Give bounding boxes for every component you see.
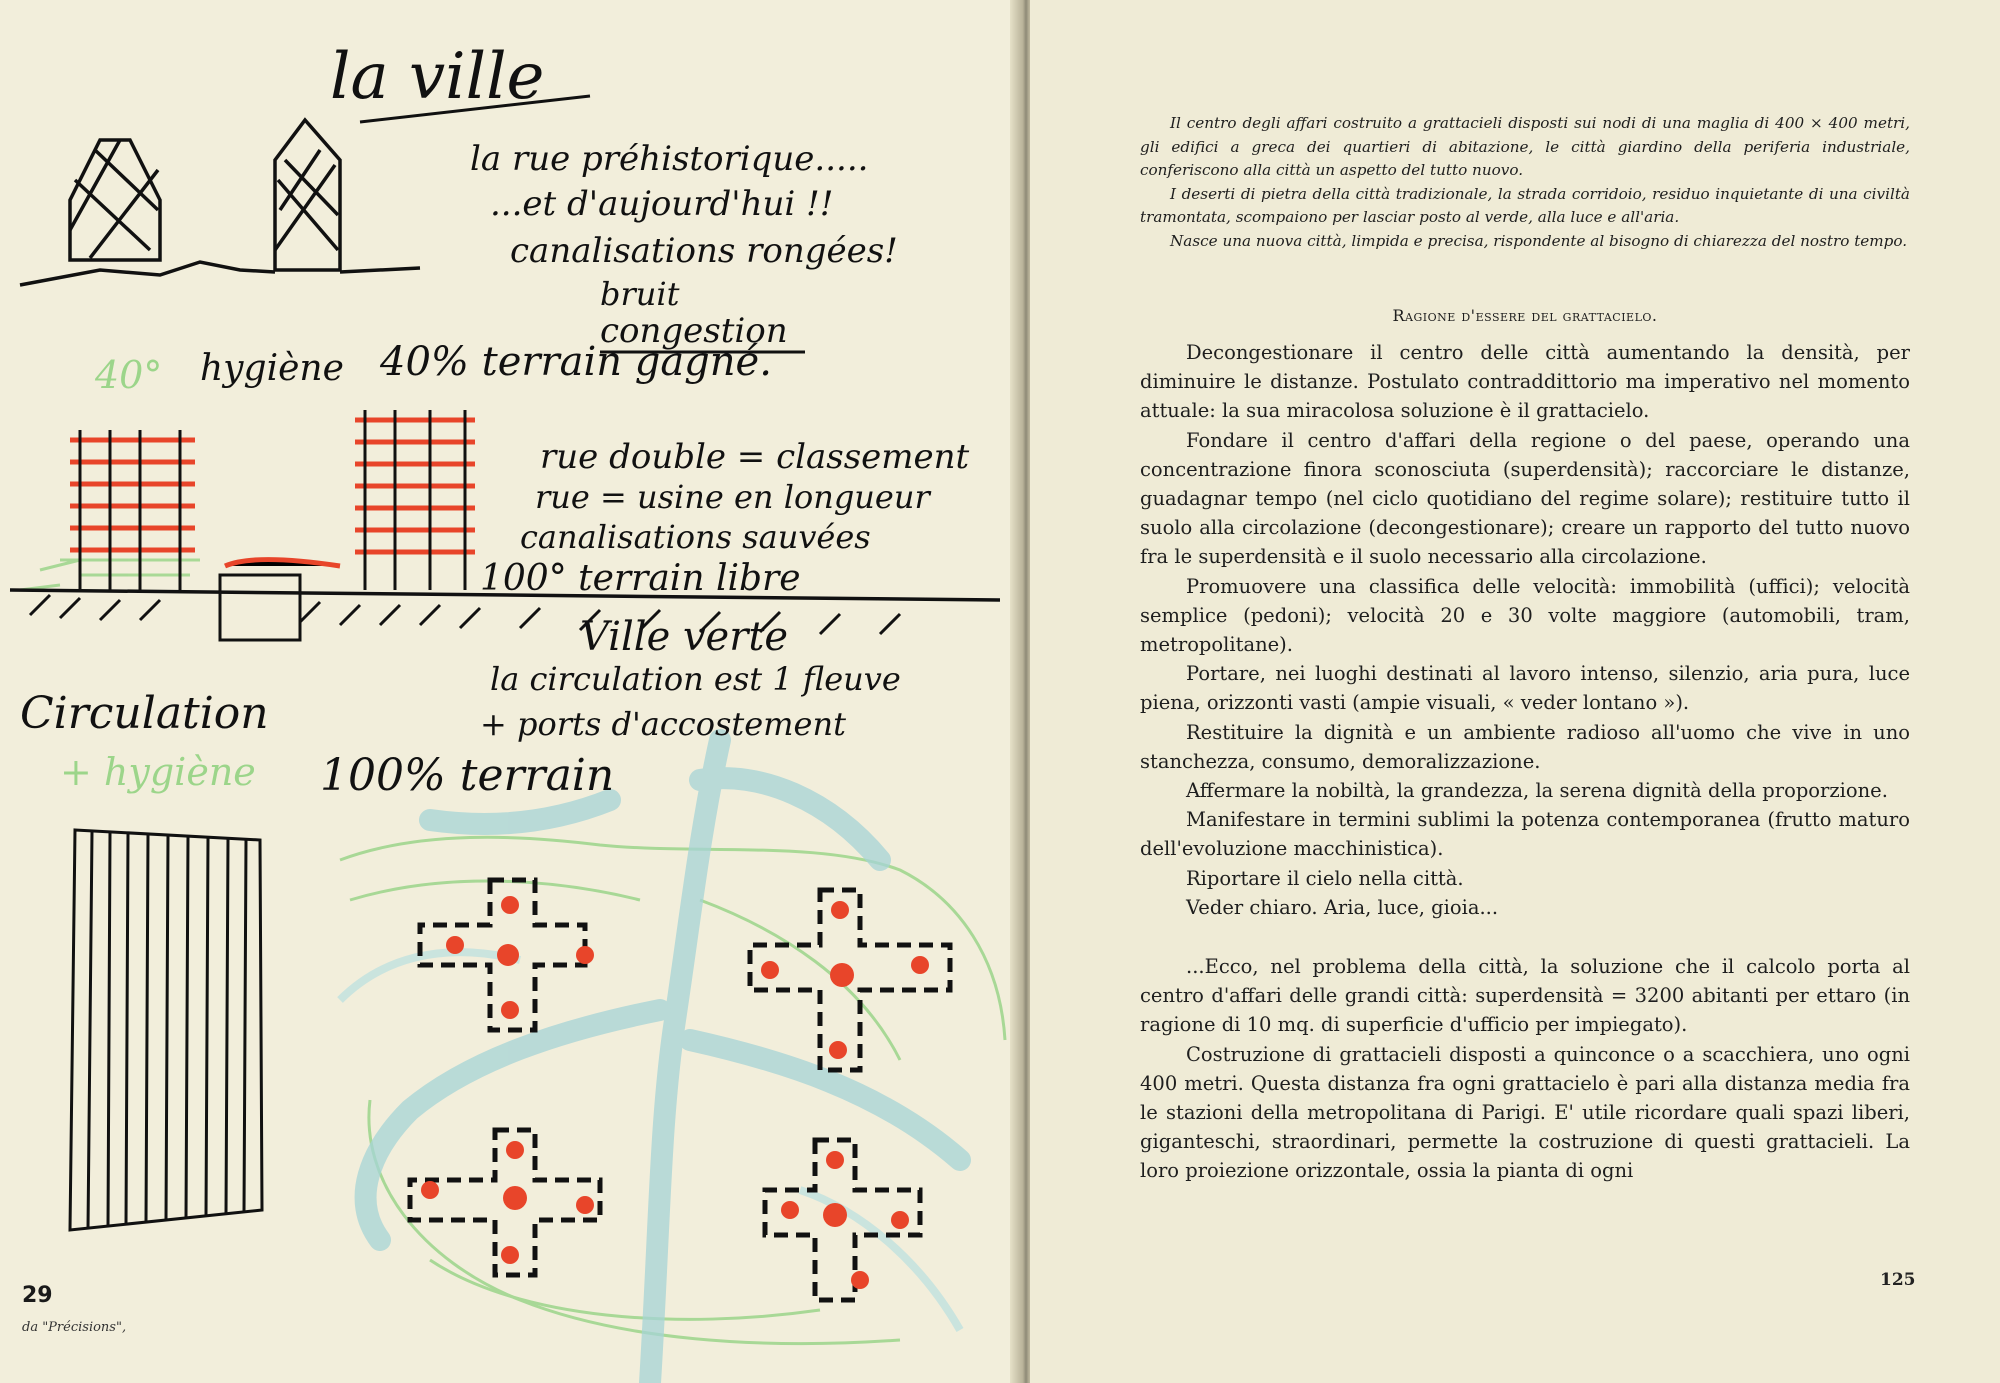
tall-skyscraper — [70, 830, 262, 1230]
body-paragraph: Fondare il centro d'affari della regione o del paese, operando una concentrazione finora sconosciuta (superdensità); raccorciare le distanze, guadagnar tempo (nel ciclo quotidiano del regime solare); restituire tutto il suolo alla circolazione (decongestionare); creare un rapporto del tutto nuovo fra le superdensità e il suolo necessario alla circolazione. — [1140, 428, 1910, 569]
note-line5: congestion — [600, 311, 788, 351]
note-circulation-line2: + ports d'accostement — [480, 705, 846, 743]
credit-line: da "Précisions", — [22, 1320, 127, 1335]
note-title: la ville — [330, 40, 545, 114]
body-text — [1140, 338, 1910, 1186]
intro-paragraph: I deserti di pietra della città tradizionale, la strada corridoio, residuo inquietante di una civiltà tramontata, scompaiono per lasciar posto al verde, alla luce e all'aria. — [1140, 184, 1910, 226]
body-paragraph: Decongestionare il centro delle città aumentando la densità, per diminuire le distanze. Postulato contraddittorio ma imperativo nel momento attuale: la sua miracolosa soluzione è il grattacielo. — [1140, 341, 1910, 423]
red-floors — [70, 420, 475, 566]
body-paragraph: ...Ecco, nel problema della città, la soluzione che il calcolo porta al centro d'affari delle grandi città: superdensità = 3200 abitanti per ettaro (in ragione di 10 mq. di superficie d'ufficio per impiegato). — [1140, 955, 1910, 1037]
intro-paragraph: Il centro degli affari costruito a grattacieli disposti sui nodi di una maglia di 400 × 400 metri, gli edifici a greca dei quartieri di abitazione, le città giardino della periferia industriale, conferiscono alla città un aspetto del tutto nuovo. — [1140, 114, 1910, 179]
body-paragraph: Veder chiaro. Aria, luce, gioia... — [1186, 895, 1499, 919]
right-page-number: 125 — [1880, 1270, 1916, 1290]
body-paragraph: Manifestare in termini sublimi la potenza contemporanea (frutto maturo dell'evoluzione macchinistica). — [1140, 808, 1910, 861]
body-paragraph: Riportare il cielo nella città. — [1186, 866, 1464, 890]
body-paragraph: Affermare la nobiltà, la grandezza, la serena dignità della proporzione. — [1186, 779, 1888, 803]
note-line1: la rue préhistorique..... — [470, 139, 869, 179]
note-ville-verte: Ville verte — [580, 614, 789, 660]
body-paragraph: Portare, nei luoghi destinati al lavoro intenso, silenzio, aria pura, luce piena, orizzonti vasti (ampie visuali, « veder lontano »). — [1140, 662, 1910, 715]
note-line2: ...et d'aujourd'hui !! — [490, 184, 834, 224]
body-paragraph: Costruzione di grattacieli disposti a quinconce o a scacchiera, uno ogni 400 metri. Questa distanza fra ogni grattacielo è pari alla distanza media fra le stazioni della metropolitana di Parigi. E' utile ricordare quali spazi liberi, giganteschi, straordinari, permette la costruzione di questi grattacieli. La loro proiezione orizzontale, ossia la pianta di ogni — [1140, 1042, 1910, 1183]
blue-wash — [366, 740, 960, 1383]
note-rue-usine: rue = usine en longueur — [535, 478, 930, 516]
intro-text — [1140, 112, 1910, 253]
body-paragraph: Promuovere una classifica delle velocità: immobilità (uffici); velocità semplice (pedoni); velocità 20 e 30 volte maggiore (automobili, tram, metropolitane). — [1140, 574, 1910, 657]
note-circulation-line1: la circulation est 1 fleuve — [490, 660, 901, 698]
note-green-40: 40° — [95, 353, 163, 397]
body-paragraph: Restituire la dignità e un ambiente radioso all'uomo che vive in uno stanchezza, consumo, demoralizzazione. — [1140, 720, 1910, 773]
intro-paragraph: Nasce una nuova città, limpida e precisa, rispondente al bisogno di chiarezza del nostro tempo. — [1170, 231, 1908, 250]
section-heading: Ragione d'essere del grattacielo. — [1392, 306, 1658, 325]
note-line3: canalisations rongées! — [510, 231, 898, 271]
note-hygiene: hygiène — [200, 348, 344, 389]
left-page-number: 29 — [22, 1283, 53, 1308]
building-sketch-top — [20, 120, 420, 285]
paragraph-gap — [1140, 922, 1910, 952]
note-percent-gain: 40% terrain gagné. — [380, 339, 772, 385]
note-canalisations-sauvees: canalisations sauvées — [520, 518, 871, 556]
note-terrain-libre: 100° terrain libre — [480, 558, 801, 599]
note-green-hygiene: + hygiène — [60, 750, 256, 794]
note-rue-double: rue double = classement — [540, 437, 970, 477]
note-terrain-100: 100% terrain — [320, 750, 615, 801]
note-line4: bruit — [600, 275, 680, 313]
note-circulation-label: Circulation — [20, 688, 269, 739]
